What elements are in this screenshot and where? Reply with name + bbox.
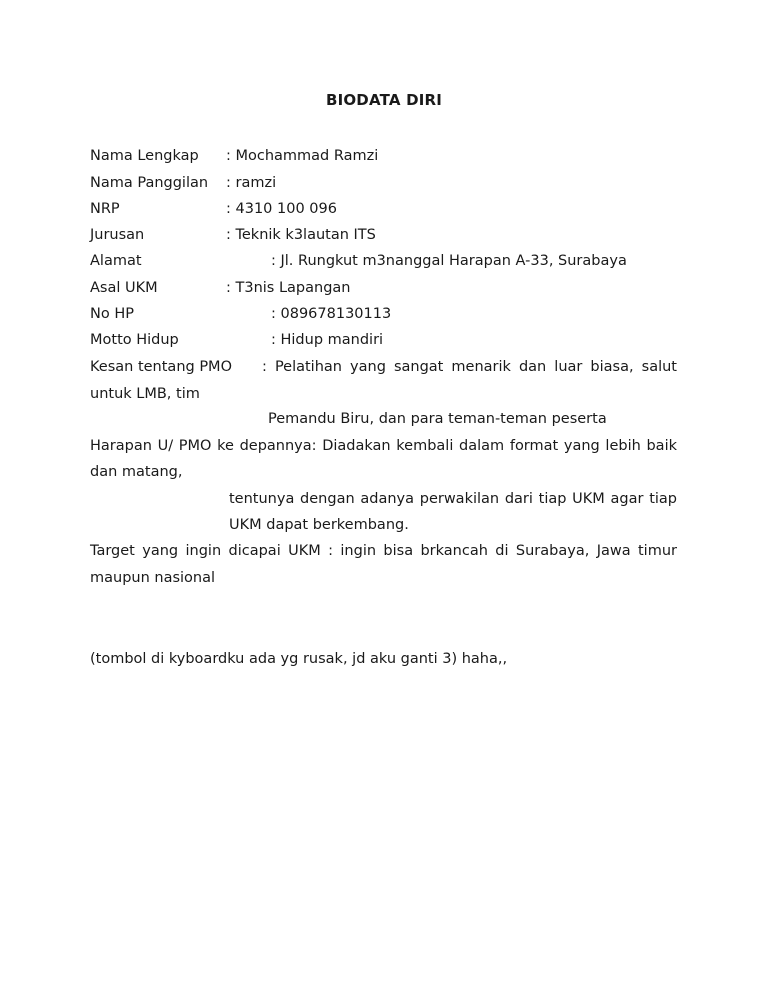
field-value-no-hp: : 089678130113 bbox=[271, 306, 392, 322]
kesan-line-2: untuk LMB, tim bbox=[90, 386, 200, 402]
field-label-jurusan: Jurusan bbox=[90, 227, 145, 243]
kesan-line-1 bbox=[262, 357, 677, 377]
field-label-alamat: Alamat bbox=[90, 253, 142, 269]
field-value-alamat: : Jl. Rungkut m3nanggal Harapan A-33, Surabaya bbox=[271, 253, 627, 269]
field-label-asal-ukm: Asal UKM bbox=[90, 280, 158, 296]
field-value-motto-hidup: : Hidup mandiri bbox=[271, 332, 384, 348]
field-value-nama-panggilan: : ramzi bbox=[226, 175, 277, 191]
field-label-nrp: NRP bbox=[90, 201, 120, 217]
field-label-nama-panggilan: Nama Panggilan bbox=[90, 175, 209, 191]
field-label-no-hp: No HP bbox=[90, 306, 134, 322]
harapan-line-3 bbox=[229, 489, 677, 509]
harapan-line-2: dan matang, bbox=[90, 464, 183, 480]
field-value-nama-lengkap: : Mochammad Ramzi bbox=[226, 148, 379, 164]
target-line-1 bbox=[90, 541, 677, 561]
harapan-line-1 bbox=[90, 436, 677, 456]
field-label-motto-hidup: Motto Hidup bbox=[90, 332, 179, 348]
field-value-jurusan: : Teknik k3lautan ITS bbox=[226, 227, 376, 243]
field-value-asal-ukm: : T3nis Lapangan bbox=[226, 280, 351, 296]
harapan-line-3-text: tentunya dengan adanya perwakilan dari tiap UKM agar tiap bbox=[229, 491, 677, 507]
target-line-2: maupun nasional bbox=[90, 570, 216, 586]
harapan-line-1-text: Harapan U/ PMO ke depannya: Diadakan kembali dalam format yang lebih baik bbox=[90, 438, 677, 454]
document-title: BIODATA DIRI bbox=[325, 91, 443, 109]
closing-note: (tombol di kyboardku ada yg rusak, jd aku ganti 3) haha,, bbox=[90, 651, 508, 667]
target-line-1-text: Target yang ingin dicapai UKM : ingin bisa brkancah di Surabaya, Jawa timur bbox=[90, 543, 677, 559]
kesan-label: Kesan tentang PMO bbox=[90, 359, 232, 375]
kesan-line-1-text: : Pelatihan yang sangat menarik dan luar biasa, salut bbox=[262, 359, 677, 375]
kesan-line-3: Pemandu Biru, dan para teman-teman peserta bbox=[268, 411, 607, 427]
harapan-line-4: UKM dapat berkembang. bbox=[229, 517, 409, 533]
field-label-nama-lengkap: Nama Lengkap bbox=[90, 148, 199, 164]
field-value-nrp: : 4310 100 096 bbox=[226, 201, 337, 217]
